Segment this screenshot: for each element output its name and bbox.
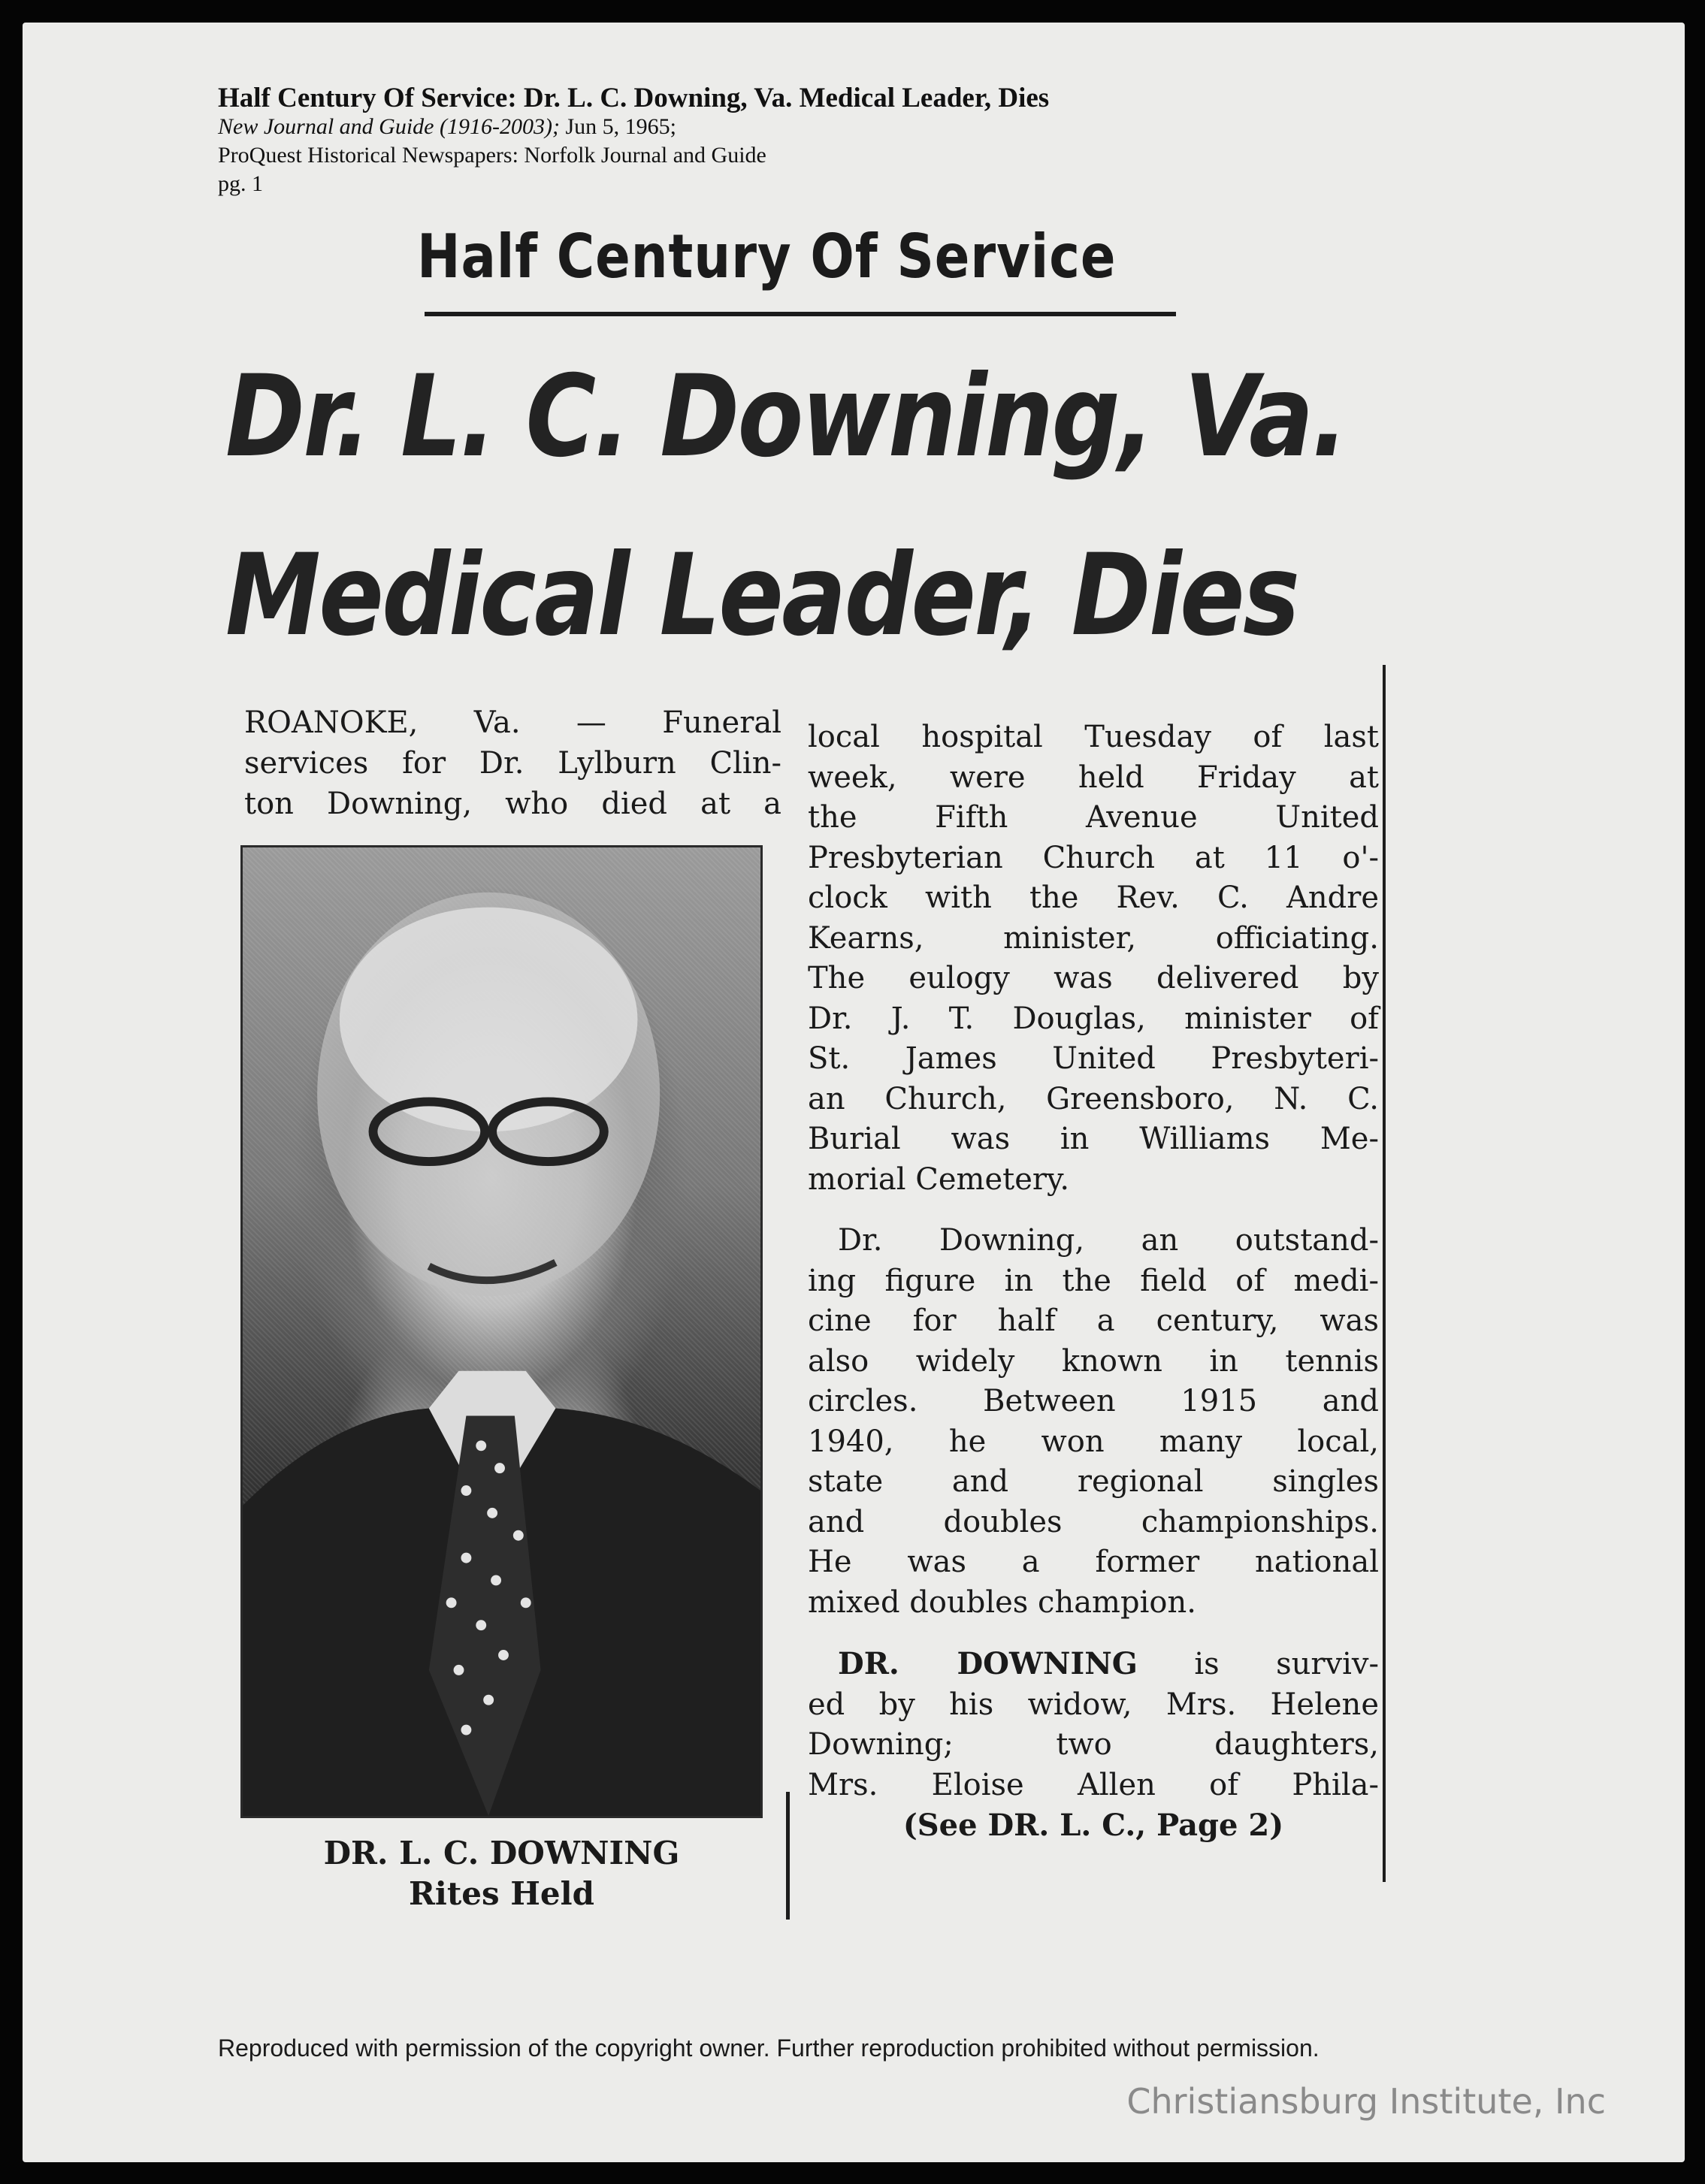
citation-header xyxy=(218,84,1049,198)
body-line: 1940, he won many local, xyxy=(808,1424,1379,1459)
body-line: and doubles championships. xyxy=(808,1504,1379,1539)
citation-title: Half Century Of Service: Dr. L. C. Downing, Va. Medical Leader, Dies xyxy=(218,83,1050,113)
body-line: an Church, Greensboro, N. C. xyxy=(808,1081,1379,1116)
citation-source-name: New Journal and Guide (1916-2003); xyxy=(218,114,560,139)
body-line: Burial was in Williams Me- xyxy=(808,1122,1379,1156)
article-kicker: Half Century Of Service xyxy=(417,222,1117,292)
watermark-credit: Christiansburg Institute, Inc xyxy=(1126,2081,1606,2122)
column-1-lead-text xyxy=(244,702,781,824)
body-line: Kearns, minister, officiating. xyxy=(808,920,1379,956)
body-line: Downing; two daughters, xyxy=(808,1727,1379,1762)
portrait-photo xyxy=(240,845,763,1818)
paragraph-survivors xyxy=(808,1644,1379,1805)
body-line: ing figure in the field of medi- xyxy=(808,1263,1379,1298)
citation-source xyxy=(218,113,1049,141)
kicker-underline xyxy=(425,312,1176,316)
permission-notice: Reproduced with permission of the copyright owner. Further reproduction prohibited without permission. xyxy=(218,2034,1320,2062)
photo-caption xyxy=(240,1833,763,1914)
body-line: clock with the Rev. C. Andre xyxy=(808,881,1379,915)
body-line: state and regional singles xyxy=(808,1464,1379,1499)
citation-page: pg. 1 xyxy=(218,171,263,196)
newspaper-clipping-page xyxy=(23,23,1685,2162)
body-line: He was a former national xyxy=(808,1545,1379,1579)
body-line: morial Cemetery. xyxy=(808,1161,1070,1197)
column-rule-left xyxy=(786,1792,790,1920)
body-line: Dr. Downing, an outstand- xyxy=(838,1223,1379,1258)
headline-line-1: Dr. L. C. Downing, Va. xyxy=(225,352,1347,482)
citation-database: ProQuest Historical Newspapers: Norfolk Journal and Guide xyxy=(218,143,766,168)
paragraph-funeral xyxy=(808,717,1379,1200)
survivors-lead: DR. DOWNING xyxy=(838,1646,1138,1681)
body-line: local hospital Tuesday of last xyxy=(808,720,1379,754)
caption-name: DR. L. C. DOWNING xyxy=(323,1835,680,1871)
portrait-illustration xyxy=(243,847,760,1816)
body-line: Dr. J. T. Douglas, minister of xyxy=(808,1001,1379,1036)
caption-subtitle: Rites Held xyxy=(409,1875,594,1912)
body-line: St. James United Presbyteri- xyxy=(808,1041,1379,1076)
body-line-lead xyxy=(808,1644,1379,1685)
paragraph-tennis xyxy=(808,1221,1379,1623)
headline-line-2: Medical Leader, Dies xyxy=(225,530,1298,661)
survivors-lead-rest: is surviv- xyxy=(1137,1647,1379,1681)
body-line: ed by his widow, Mrs. Helene xyxy=(808,1687,1379,1722)
citation-date: Jun 5, 1965; xyxy=(559,114,676,139)
body-line: Mrs. Eloise Allen of Phila- xyxy=(808,1767,1379,1802)
column-rule-right xyxy=(1383,665,1386,1882)
body-line: week, were held Friday at xyxy=(808,760,1379,795)
body-line: cine for half a century, was xyxy=(808,1303,1379,1338)
column-2-body xyxy=(808,717,1379,1846)
body-line: the Fifth Avenue United xyxy=(808,800,1379,835)
body-line: mixed doubles champion. xyxy=(808,1584,1196,1620)
body-line: also widely known in tennis xyxy=(808,1343,1379,1379)
body-line: The eulogy was delivered by xyxy=(808,961,1379,995)
col1-line: services for Dr. Lylburn Clin- xyxy=(244,746,781,781)
col1-line: ton Downing, who died at a xyxy=(244,787,781,821)
body-line: circles. Between 1915 and xyxy=(808,1384,1379,1418)
body-line: Presbyterian Church at 11 o'- xyxy=(808,840,1379,875)
col1-line: ROANOKE, Va. — Funeral xyxy=(244,705,781,740)
continuation-jump-line: (See DR. L. C., Page 2) xyxy=(902,1808,1284,1843)
